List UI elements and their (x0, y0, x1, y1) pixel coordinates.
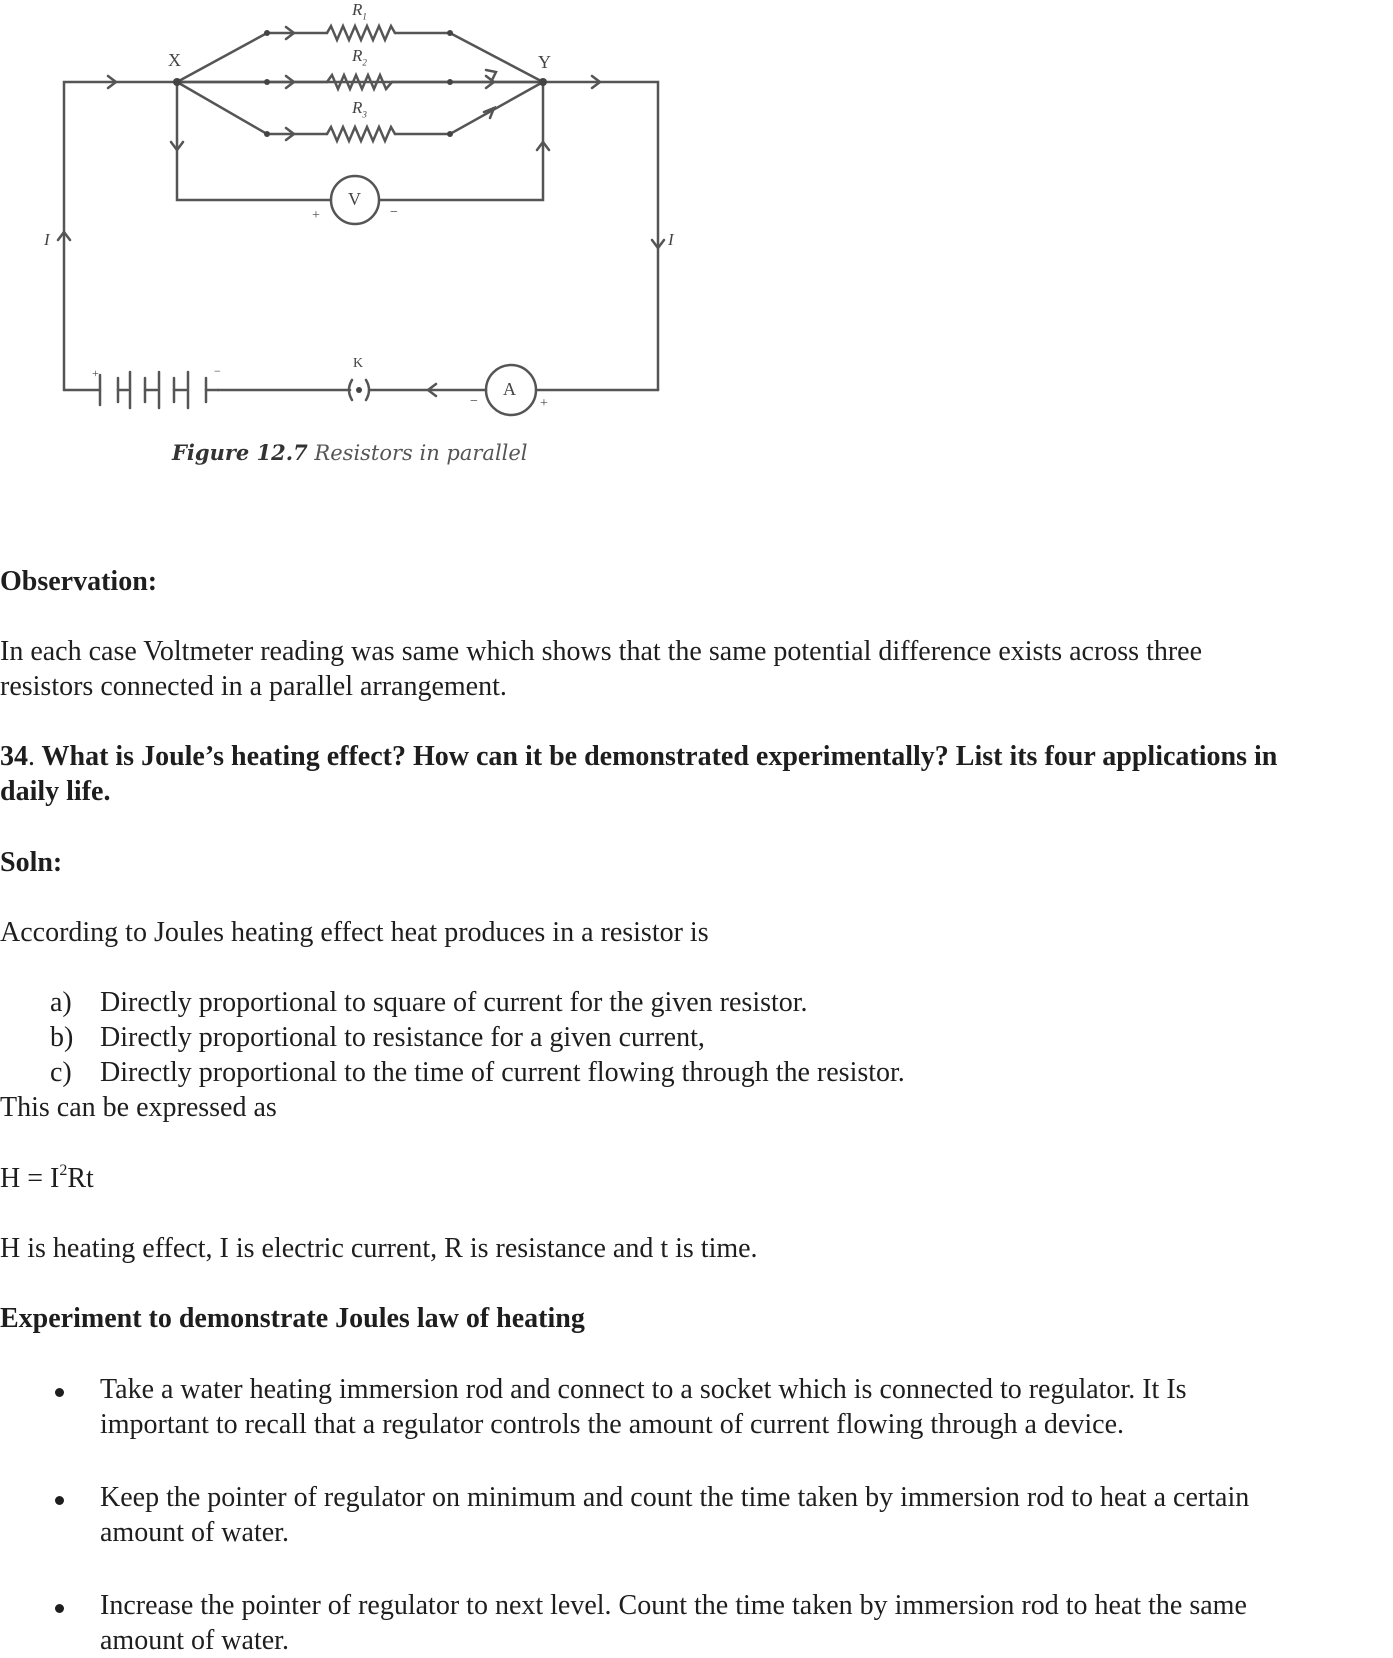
circuit-diagram (0, 0, 700, 430)
expressed-text: This can be expressed as (0, 1092, 277, 1123)
battery-plus: + (92, 366, 99, 380)
formula: $H = I^2Rt$ (0, 1162, 94, 1194)
node-x (173, 78, 181, 86)
battery-minus: − (214, 364, 221, 378)
outer-wire (64, 82, 658, 390)
node-y-label: Y (538, 52, 551, 72)
resistor-r3 (327, 127, 395, 141)
list-item: Directly proportional to resistance for a given current, (100, 1022, 705, 1053)
voltmeter-label: V (348, 189, 361, 209)
list-item: Directly proportional to square of current for the given resistor. (100, 987, 808, 1018)
question-number: 34 (0, 741, 28, 772)
key-label: K (353, 356, 364, 371)
node-x-label: X (168, 50, 181, 70)
resistor-r1 (327, 26, 395, 40)
list-marker: a) (50, 987, 72, 1018)
list-item-continued: important to recall that a regulator controls the amount of current flowing through a device. (100, 1409, 1124, 1440)
experiment-heading: Experiment to demonstrate Joules law of heating (0, 1303, 585, 1334)
solution-intro: According to Joules heating effect heat produces in a resistor is (0, 917, 709, 948)
list-item: Directly proportional to the time of current flowing through the resistor. (100, 1057, 905, 1088)
ammeter-label: A (503, 379, 516, 399)
list-item: Take a water heating immersion rod and connect to a socket which is connected to regulator. It Is (100, 1374, 1187, 1405)
node-y (539, 78, 547, 86)
bullet-icon (55, 1496, 64, 1505)
formula-definition: H is heating effect, I is electric current, R is resistance and t is time. (0, 1233, 758, 1264)
r2-label: $R_2$ (352, 46, 367, 68)
current-label-left: I (44, 230, 50, 249)
ammeter-minus: − (470, 394, 478, 409)
figure-number: Figure 12.7 (172, 440, 308, 465)
voltmeter-plus: + (312, 208, 320, 223)
voltmeter-minus: − (390, 205, 398, 220)
ammeter-plus: + (540, 396, 548, 411)
bullet-icon (55, 1388, 64, 1397)
r3-label: $R_3$ (352, 98, 367, 120)
list-marker: c) (50, 1057, 72, 1088)
figure-caption (172, 440, 528, 465)
solution-heading: Soln: (0, 847, 63, 878)
bullet-icon (55, 1604, 64, 1613)
figure-title: Resistors in parallel (314, 441, 528, 465)
list-item-continued: amount of water. (100, 1625, 289, 1656)
list-item: Increase the pointer of regulator to next level. Count the time taken by immersion rod to heat the same (100, 1590, 1247, 1621)
list-item-continued: amount of water. (100, 1517, 289, 1548)
list-marker: b) (50, 1022, 74, 1053)
observation-line-1: In each case Voltmeter reading was same which shows that the same potential difference exists across three (0, 636, 1203, 667)
r1-label: $R_1$ (352, 0, 367, 22)
observation-line-2: resistors connected in a parallel arrangement. (0, 671, 507, 702)
question-line-1: 34. What is Joule’s heating effect? How can it be demonstrated experimentally? List its four applications in (0, 741, 1278, 772)
list-item: Keep the pointer of regulator on minimum and count the time taken by immersion rod to heat a certain (100, 1482, 1250, 1513)
current-label-right: I (668, 230, 674, 249)
question-line-2: daily life. (0, 776, 111, 807)
observation-heading: Observation: (0, 566, 158, 597)
